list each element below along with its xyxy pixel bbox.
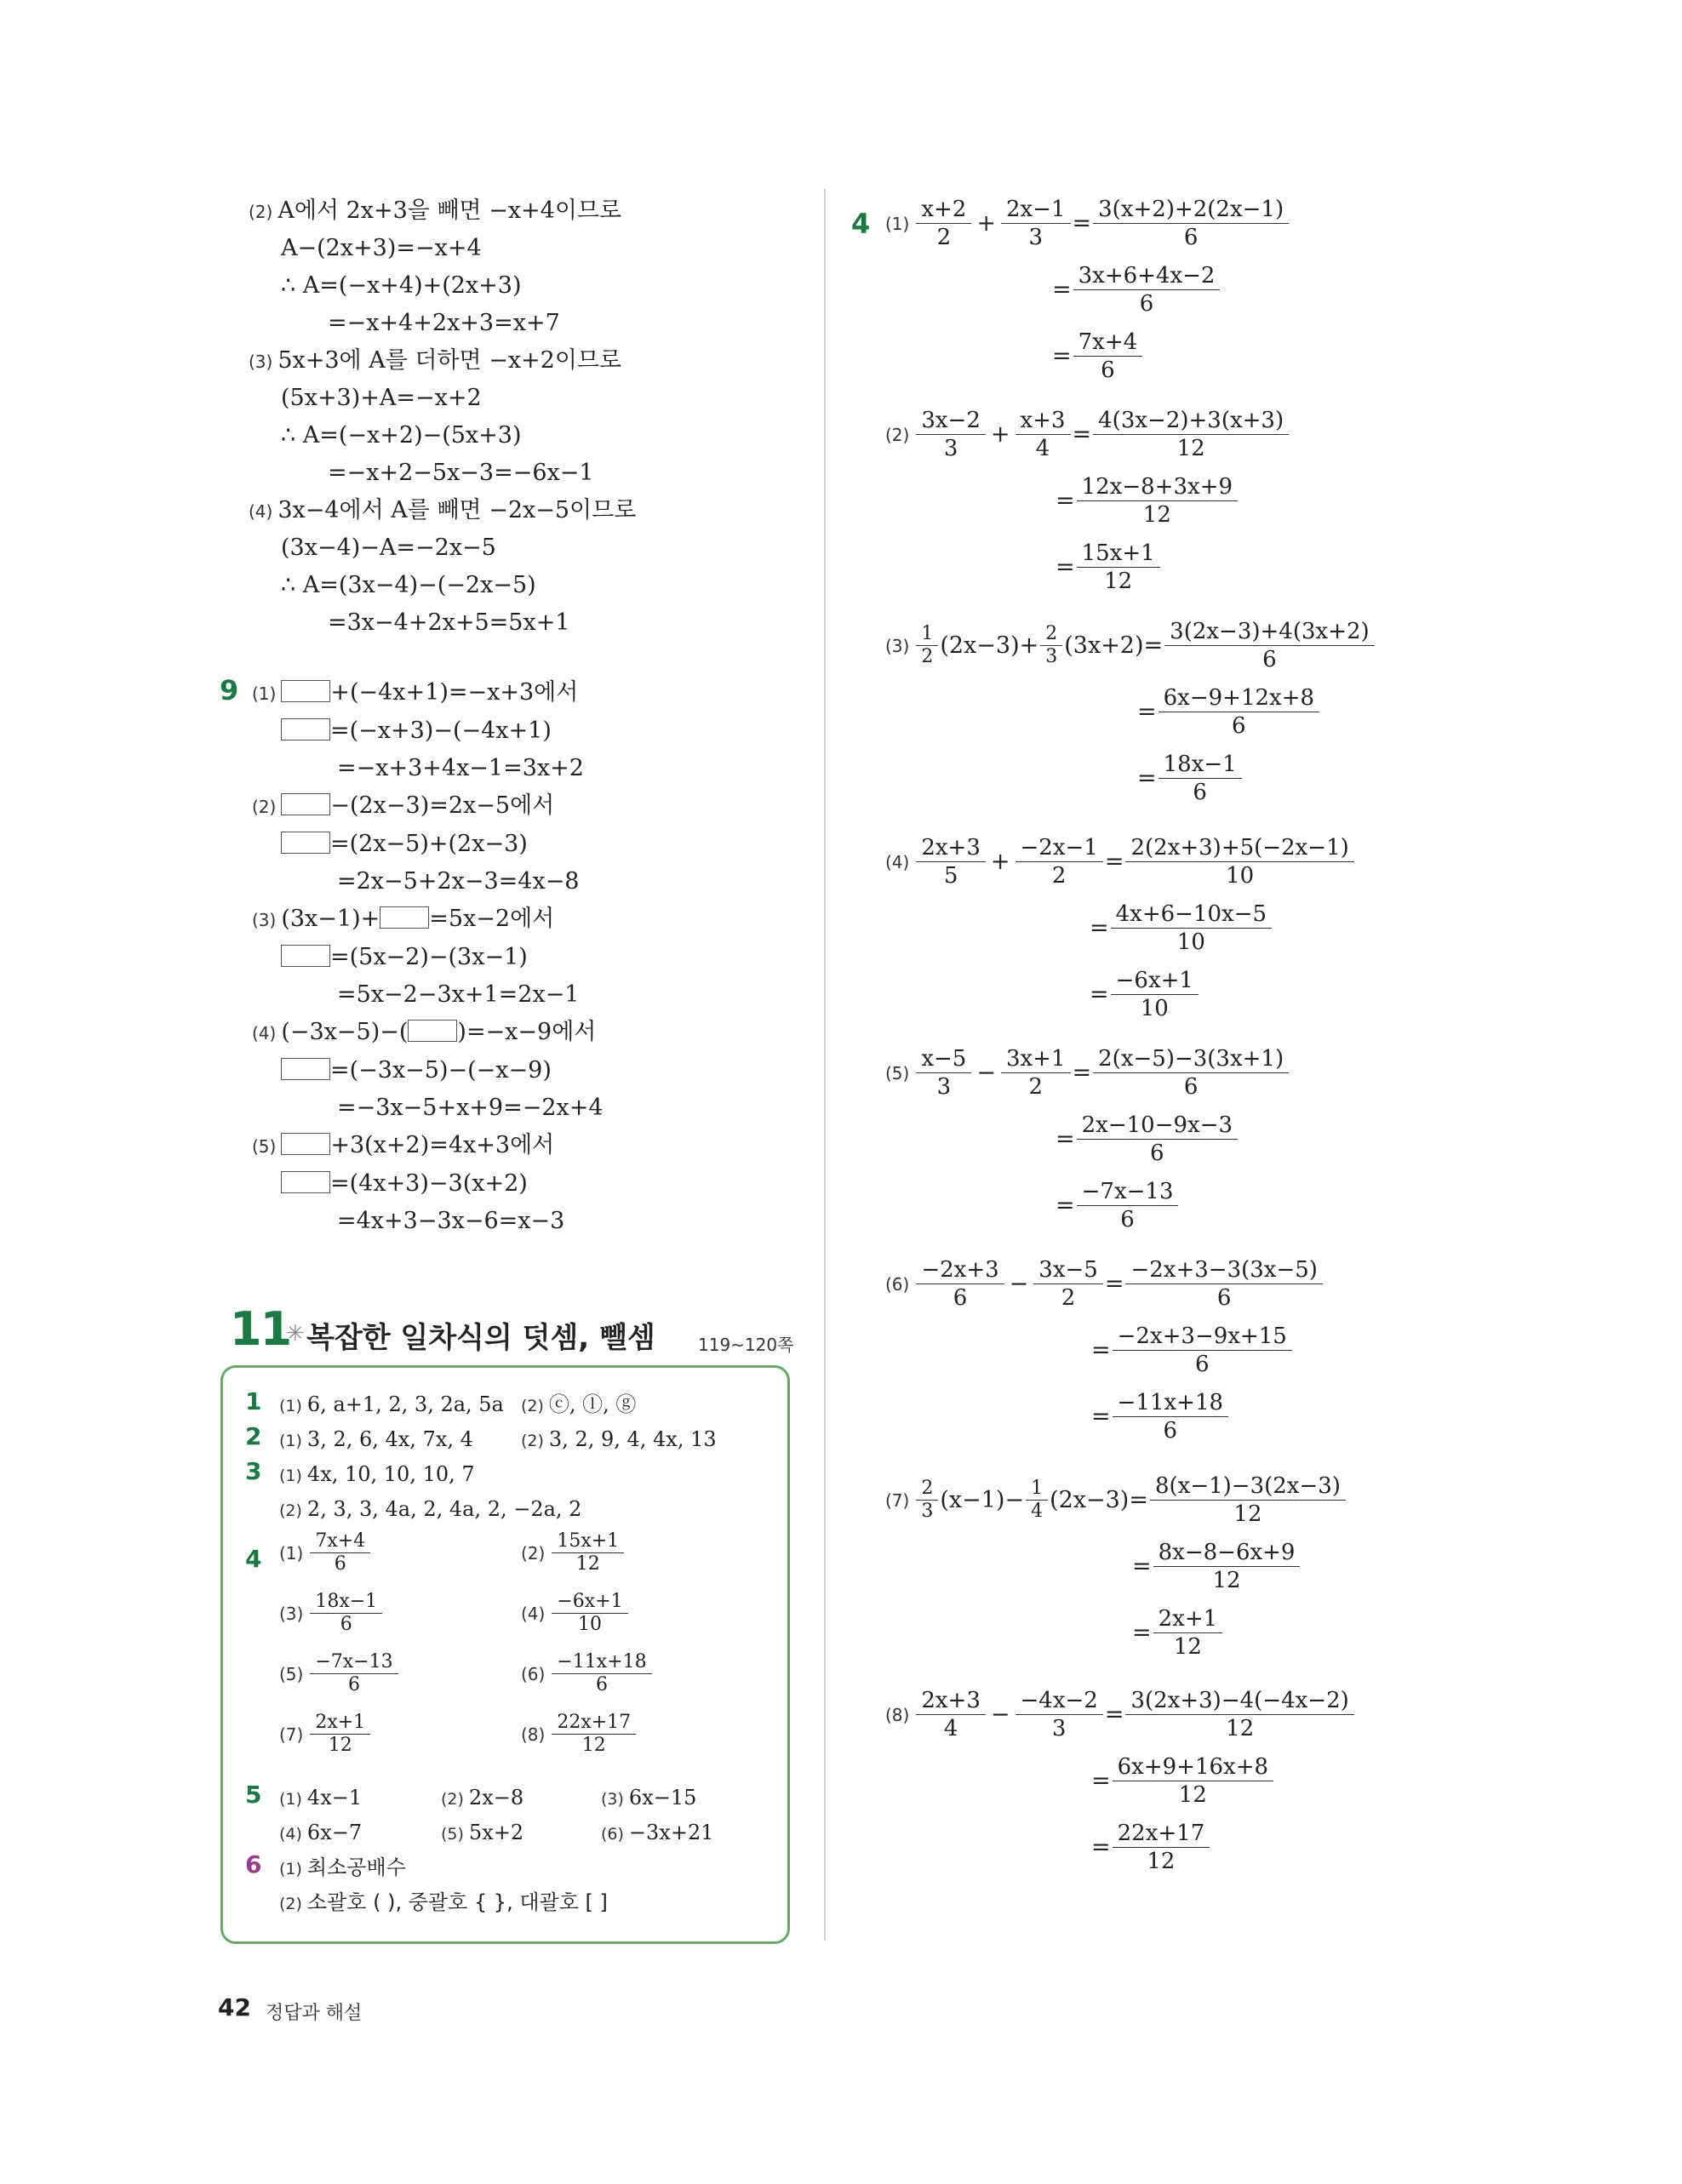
p4-item-8: (8) 2x+3 4 − $\frac{-4x-2}{3}$ = $\frac{3(2x+3)-4(-4x-2)}{12}$ <box>885 1687 1356 1742</box>
fraction: $\frac{4x+6-10x-5}{10}$ <box>1111 900 1272 956</box>
answer-item: (1) 4x, 10, 10, 10, 7 <box>279 1462 475 1486</box>
p4-item-1: (1) x+2 2 + $\frac{2x-1}{3}$ = $\frac{3(x+2)+2(2x-1)}{6}$ <box>885 196 1290 251</box>
p4-step: = $\frac{15x+1}{12}$ <box>1056 540 1162 595</box>
answer-item: (1) 3, 2, 6, 4x, 7x, 4 <box>279 1427 473 1451</box>
fraction: 2x+3 4 <box>916 1687 986 1742</box>
p8-line: ∴ A=(3x−4)−(−2x−5) <box>281 572 536 598</box>
p4-step: = $\frac{2x+1}{12}$ <box>1132 1605 1224 1661</box>
answer-number: 5 <box>245 1781 262 1809</box>
fraction: $\frac{3(2x-3)+4(3x+2)}{6}$ <box>1164 618 1375 673</box>
answer-item: (1) 6, a+1, 2, 3, 2a, 5a <box>279 1392 504 1416</box>
p8-line: =−x+4+2x+3=x+7 <box>328 310 560 336</box>
answer-fraction-item: (5) −7x−13 6 <box>279 1651 400 1696</box>
answer-item: (4) 6x−7 <box>279 1821 363 1844</box>
p4-step: = $\frac{22x+17}{12}$ <box>1091 1820 1211 1875</box>
p4-step: = $\frac{6x+9+16x+8}{12}$ <box>1091 1753 1275 1809</box>
blank-box <box>408 1020 457 1042</box>
p8-line: (3) 5x+3에 A를 더하면 −x+2이므로 <box>249 347 622 374</box>
p4-step: = $\frac{12x-8+3x+9}{12}$ <box>1056 473 1239 529</box>
p4-step: = $\frac{8x-8-6x+9}{12}$ <box>1132 1539 1302 1594</box>
fraction: $\frac{7x+4}{6}$ <box>1073 329 1143 384</box>
fraction: $\frac{3x+1}{2}$ <box>1001 1045 1071 1101</box>
p9-line: =2x−5+2x−3=4x−8 <box>337 868 580 895</box>
answer-fraction-item: (7) 2x+1 12 <box>279 1712 372 1757</box>
blank-box <box>281 945 330 967</box>
blank-box <box>281 718 330 740</box>
p4-item-4: (4) 2x+3 5 + $\frac{-2x-1}{2}$ = $\frac{2(2x+3)+5(-2x-1)}{10}$ <box>885 834 1356 889</box>
fraction: $\frac{15x+1}{12}$ <box>1077 540 1160 595</box>
fraction: $\frac{2(x-5)-3(3x+1)}{6}$ <box>1093 1045 1289 1101</box>
p4-item-5: (5) x−5 3 − $\frac{3x+1}{2}$ = $\frac{2(x-5)-3(3x+1)}{6}$ <box>885 1045 1290 1101</box>
fraction: $\frac{8(x-1)-3(2x-3)}{12}$ <box>1150 1472 1346 1528</box>
p4-item-6: (6) −2x+3 6 − $\frac{3x-5}{2}$ = $\frac{-2x+3-3(3x-5)}{6}$ <box>885 1256 1324 1312</box>
p4-step: = $\frac{-6x+1}{10}$ <box>1090 967 1200 1022</box>
problem-number: 9 <box>220 674 239 706</box>
p9-line: =−x+3+4x−1=3x+2 <box>337 755 584 781</box>
p8-line: =−x+2−5x−3=−6x−1 <box>328 460 594 486</box>
p9-line: (2) −(2x−3)=2x−5에서 <box>252 792 555 819</box>
answer-item: (2) 2, 3, 3, 4a, 2, 4a, 2, −2a, 2 <box>279 1497 582 1521</box>
fraction: 2x+1 12 <box>310 1712 370 1757</box>
p8-line: ∴ A=(−x+2)−(5x+3) <box>281 422 522 449</box>
fraction: $\frac{3x+6+4x-2}{6}$ <box>1073 262 1221 317</box>
answer-fraction-item: (6) −11x+18 6 <box>521 1651 654 1696</box>
fraction: 1 2 <box>916 623 938 668</box>
fraction: x−5 3 <box>916 1045 971 1101</box>
answer-fraction-item: (1) 7x+4 6 <box>279 1530 372 1575</box>
p8-line: ∴ A=(−x+4)+(2x+3) <box>281 272 522 299</box>
answer-item: (1) 최소공배수 <box>279 1855 406 1879</box>
fraction: $\frac{12x-8+3x+9}{12}$ <box>1077 473 1238 529</box>
asterisk-icon: ✳ <box>286 1321 305 1346</box>
fraction: $\frac{-2x+3-3(3x-5)}{6}$ <box>1125 1256 1322 1312</box>
fraction: 18x−1 6 <box>310 1591 382 1636</box>
p8-line: (3x−4)−A=−2x−5 <box>281 535 496 561</box>
fraction: $\frac{-6x+1}{10}$ <box>1111 967 1199 1022</box>
p4-step: = $\frac{-2x+3-9x+15}{6}$ <box>1091 1323 1294 1378</box>
answer-item: (2) 소괄호 ( ), 중괄호 { }, 대괄호 [ ] <box>279 1890 608 1914</box>
p4-step: = $\frac{18x-1}{6}$ <box>1137 751 1244 806</box>
answer-fraction-item: (2) 15x+1 12 <box>521 1530 626 1575</box>
answer-fraction-item: (3) 18x−1 6 <box>279 1591 384 1636</box>
p4-item-2: (2) 3x−2 3 + $\frac{x+3}{4}$ = $\frac{4(3x-2)+3(x+3)}{12}$ <box>885 407 1290 462</box>
answer-item: (2) ⓒ, ⓛ, ⓖ <box>521 1392 637 1416</box>
fraction: $\frac{2(2x+3)+5(-2x-1)}{10}$ <box>1125 834 1353 889</box>
fraction: $\frac{2x-10-9x-3}{6}$ <box>1077 1112 1238 1167</box>
fraction: $\frac{8x-8-6x+9}{12}$ <box>1153 1539 1301 1594</box>
blank-box <box>281 1058 330 1080</box>
p4-step: = $\frac{-7x-13}{6}$ <box>1056 1178 1180 1233</box>
answer-number: 3 <box>245 1457 262 1485</box>
p9-line: =4x+3−3x−6=x−3 <box>337 1208 565 1234</box>
fraction: −6x+1 10 <box>552 1591 627 1636</box>
fraction: 7x+4 6 <box>310 1530 370 1575</box>
answer-item: (6) −3x+21 <box>601 1821 714 1844</box>
fraction: 22x+17 12 <box>552 1712 636 1757</box>
fraction: 2 3 <box>916 1478 938 1523</box>
blank-box <box>281 793 330 815</box>
fraction: $\frac{1}{4}$ <box>1026 1478 1048 1523</box>
p9-line: =(−x+3)−(−4x+1) <box>281 712 552 750</box>
fraction: $\frac{3(2x+3)-4(-4x-2)}{12}$ <box>1125 1687 1353 1742</box>
p9-line: =(4x+3)−3(x+2) <box>281 1165 528 1203</box>
fraction: $\frac{2x+1}{12}$ <box>1153 1605 1223 1661</box>
fraction: $\frac{3x-5}{2}$ <box>1033 1256 1103 1312</box>
fraction: $\frac{3(x+2)+2(2x-1)}{6}$ <box>1093 196 1289 251</box>
blank-box <box>281 832 330 854</box>
footer-label: 정답과 해설 <box>266 2003 363 2024</box>
p9-line: =(5x−2)−(3x−1) <box>281 939 528 976</box>
fraction: −11x+18 6 <box>552 1651 651 1696</box>
fraction: −7x−13 6 <box>310 1651 398 1696</box>
p8-line: (2) A에서 2x+3을 빼면 −x+4이므로 <box>249 197 622 224</box>
answer-item: (2) 2x−8 <box>441 1786 524 1810</box>
fraction: $\frac{2x-1}{3}$ <box>1001 196 1071 251</box>
p8-line: A−(2x+3)=−x+4 <box>281 235 482 261</box>
p4-item-3: (3) 1 2 (2x−3)+ $\frac{2}{3}$ (3x+2) = $\frac{3(2x-3)+4(3x+2)}{6}$ <box>885 618 1376 673</box>
p4-step: = $\frac{2x-10-9x-3}{6}$ <box>1056 1112 1239 1167</box>
p9-line: =(2x−5)+(2x−3) <box>281 826 528 863</box>
section-pages: 119~120쪽 <box>698 1335 794 1355</box>
answer-fraction-item: (8) 22x+17 12 <box>521 1712 638 1757</box>
fraction: $\frac{-11x+18}{6}$ <box>1113 1389 1228 1444</box>
fraction: $\frac{x+3}{4}$ <box>1015 407 1071 462</box>
p9-line: (5) +3(x+2)=4x+3에서 <box>252 1132 555 1158</box>
blank-box <box>380 906 429 929</box>
answer-item: (5) 5x+2 <box>441 1821 524 1844</box>
fraction: $\frac{22x+17}{12}$ <box>1113 1820 1210 1875</box>
p9-line: =−3x−5+x+9=−2x+4 <box>337 1095 604 1121</box>
fraction: $\frac{18x-1}{6}$ <box>1159 751 1242 806</box>
fraction: $\frac{4(3x-2)+3(x+3)}{12}$ <box>1093 407 1289 462</box>
fraction: $\frac{2}{3}$ <box>1040 623 1062 668</box>
p8-line: (5x+3)+A=−x+2 <box>281 385 482 411</box>
p4-step: = $\frac{3x+6+4x-2}{6}$ <box>1052 262 1221 317</box>
problem-number: 4 <box>851 208 871 240</box>
blank-box <box>281 1171 330 1193</box>
p9-line: =(−3x−5)−(−x−9) <box>281 1052 552 1089</box>
answer-fraction-item: (4) −6x+1 10 <box>521 1591 630 1636</box>
answer-item: (2) 3, 2, 9, 4, 4x, 13 <box>521 1427 717 1451</box>
section-number: 11 <box>230 1302 291 1356</box>
section-title: 복잡한 일차식의 덧셈, 뺄셈 <box>306 1321 655 1355</box>
p4-step: = $\frac{6x-9+12x+8}{6}$ <box>1137 684 1321 740</box>
p9-line: (3) (3x−1)+ =5x−2에서 <box>252 906 555 932</box>
blank-box <box>281 1133 330 1155</box>
fraction: $\frac{-2x-1}{2}$ <box>1015 834 1103 889</box>
p9-line: =5x−2−3x+1=2x−1 <box>337 981 580 1008</box>
fraction: $\frac{6x-9+12x+8}{6}$ <box>1159 684 1319 740</box>
answer-number: 6 <box>245 1850 262 1878</box>
p4-item-7: (7) 2 3 (x−1)− $\frac{1}{4}$ (2x−3) = $\frac{8(x-1)-3(2x-3)}{12}$ <box>885 1472 1347 1528</box>
fraction: $\frac{-2x+3-9x+15}{6}$ <box>1113 1323 1292 1378</box>
blank-box <box>281 680 330 702</box>
fraction: $\frac{6x+9+16x+8}{12}$ <box>1113 1753 1273 1809</box>
p4-step: = $\frac{4x+6-10x-5}{10}$ <box>1090 900 1273 956</box>
column-divider <box>824 189 826 1941</box>
page-number: 42 <box>218 1993 251 2021</box>
fraction: $\frac{-4x-2}{3}$ <box>1015 1687 1103 1742</box>
fraction: −2x+3 6 <box>916 1256 1004 1312</box>
fraction: $\frac{-7x-13}{6}$ <box>1077 1178 1179 1233</box>
answer-number: 4 <box>245 1545 262 1573</box>
fraction: 2x+3 5 <box>916 834 986 889</box>
answer-item: (1) 4x−1 <box>279 1786 363 1810</box>
p4-step: = $\frac{-11x+18}{6}$ <box>1091 1389 1230 1444</box>
p9-line: (1) +(−4x+1)=−x+3에서 <box>252 679 579 706</box>
answer-number: 2 <box>245 1422 262 1450</box>
p4-step: = $\frac{7x+4}{6}$ <box>1052 329 1144 384</box>
p8-line: (4) 3x−4에서 A를 빼면 −2x−5이므로 <box>249 497 637 523</box>
answer-number: 1 <box>245 1387 262 1415</box>
fraction: 3x−2 3 <box>916 407 986 462</box>
fraction: x+2 2 <box>916 196 971 251</box>
fraction: 15x+1 12 <box>552 1530 624 1575</box>
p8-line: =3x−4+2x+5=5x+1 <box>328 609 570 636</box>
answer-item: (3) 6x−15 <box>601 1786 697 1810</box>
p9-line: (4) (−3x−5)−( )=−x−9에서 <box>252 1019 597 1045</box>
